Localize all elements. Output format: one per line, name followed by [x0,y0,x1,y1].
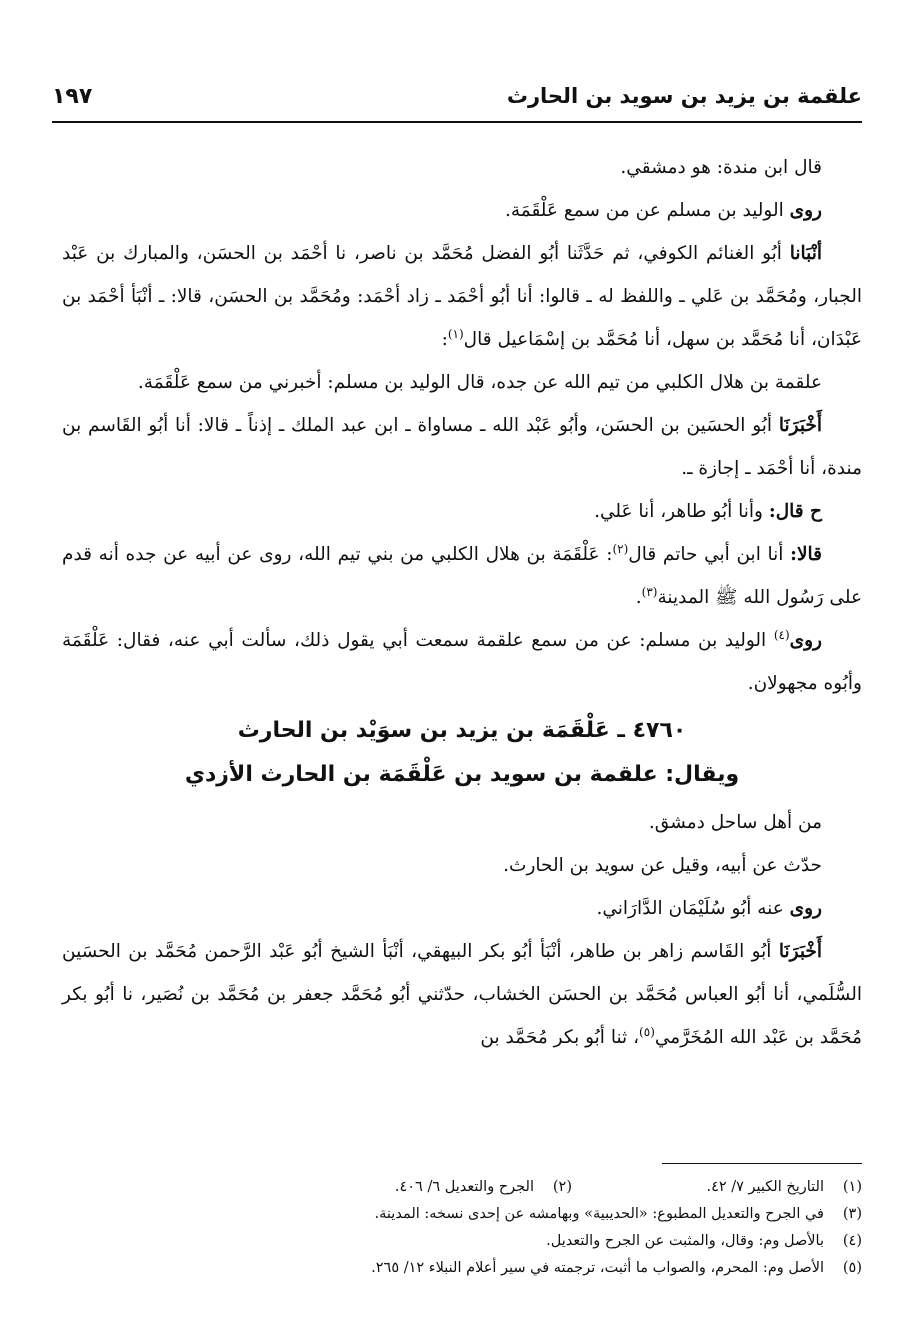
paragraph-text: الوليد بن مسلم: عن من سمع علقمة سمعت أبي يقول ذلك، سألت أبي عنه، فقال: عَلْقَمَة وأبُوه مجهولان. [62,630,862,694]
paragraph [62,232,862,361]
lead-word: أَخْبَرَنَا [778,415,822,436]
footnote-text: التاريخ الكبير ٧/ ٤٢. [706,1179,824,1195]
footnote-ref: (١) [447,326,464,341]
paragraph-text: أبُو الغنائم الكوفي، ثم حَدَّثَنا أبُو الفضل مُحَمَّد بن ناصر، نا أحْمَد بن الحسَن، والمبارك بن عَبْد الجبار، ومُحَمَّد بن عَلي ـ واللفظ له ـ قالوا: أنا أبُو أحْمَد ـ زاد أحْمَد: ومُحَمَّد بن الحسَن، قالا: ـ أنْبَأ أحْمَد بن عَبْدَان، أنا مُحَمَّد بن سهل، أنا مُحَمَّد بن إسْمَاعيل قال [62,243,862,350]
paragraph-text: من أهل ساحل دمشق. [648,812,822,833]
lead-word: ح قال: [768,501,822,522]
footnote [546,1228,862,1255]
paragraph [62,887,862,930]
paragraph [62,490,862,533]
paragraph-text: علقمة بن هلال الكلبي من تيم الله عن جده، قال الوليد بن مسلم: أخبرني من سمع عَلْقَمَة. [137,372,822,393]
entry-title: ٤٧٦٠ ـ عَلْقَمَة بن يزيد بن سوَيْد بن الحارث [237,718,687,743]
footnote-number: (٤) [842,1233,862,1249]
entry-heading [62,709,862,797]
paragraph [62,533,862,619]
paragraph-text: ، ثنا أبُو بكر مُحَمَّد بن [480,1027,640,1048]
lead-word: قالا: [790,544,822,565]
footnote-text: في الجرح والتعديل المطبوع: «الحديبية» وبهامشه عن إحدى نسخه: المدينة. [374,1206,824,1222]
page-header [52,84,862,118]
footnote-text: بالأصل وم: وقال، والمثبت عن الجرح والتعديل. [546,1233,824,1249]
paragraph-text: حدّث عن أبيه، وقيل عن سويد بن الحارث. [503,855,822,876]
footnote-number: (٥) [842,1260,862,1276]
paragraph-text: عنه أبُو سُلَيْمَان الدَّارَاني. [596,898,790,919]
footnote-row [62,1228,862,1255]
paragraph [62,619,862,705]
paragraph-text: وأنا أبُو طاهر، أنا عَلي. [594,501,769,522]
paragraph [62,404,862,490]
footnote-row [62,1201,862,1228]
footnote-text: الأصل وم: المحرم، والصواب ما أثبت، ترجمته في سير أعلام النبلاء ١٢/ ٢٦٥. [371,1260,824,1276]
footnote [371,1255,862,1282]
footnotes [62,1174,862,1282]
footnote-ref: (٥) [639,1024,655,1039]
footnote-ref: (٤) [773,627,790,642]
footnote [375,1201,862,1228]
footnote [395,1174,572,1201]
paragraph-text: . [635,587,642,608]
main-text [62,146,862,1059]
running-title: علقمة بن يزيد بن سويد بن الحارث [506,84,862,108]
lead-word: روى [789,898,822,919]
page-number: ١٩٧ [52,84,93,109]
footnote-row [62,1255,862,1282]
lead-word: روى [789,630,822,651]
paragraph-text: قال ابن مندة: هو دمشقي. [620,157,822,178]
lead-word: أَخْبَرَنَا [778,941,822,962]
footnote-rule [662,1163,862,1164]
footnote-ref: (٢) [612,541,629,556]
paragraph [62,189,862,232]
footnote-number: (٢) [552,1179,572,1195]
lead-word: أنْبَانا [789,243,822,264]
paragraph [62,801,862,844]
paragraph [62,930,862,1059]
paragraph-text: : عَلْقَمَة بن هلال الكلبي من بني تيم الله، روى عن أبيه عن جده أنه قدم على رَسُول الله ﷺ المدينة [62,544,862,608]
lead-word: روى [789,200,822,221]
footnote-ref: (٣) [641,584,658,599]
footnote-row [62,1174,862,1201]
paragraph-text: الوليد بن مسلم عن من سمع عَلْقَمَة. [504,200,790,221]
paragraph-text: : [441,329,448,350]
footnote [572,1174,862,1201]
paragraph-text: أنا ابن أبي حاتم قال [628,544,791,565]
header-rule [52,121,862,123]
footnote-text: الجرح والتعديل ٦/ ٤٠٦. [394,1179,534,1195]
paragraph-text: أبُو الحسَين بن الحسَن، وأبُو عَبْد الله ـ مساواة ـ ابن عبد الملك ـ إذناً ـ قالا: أنا أبُو القَاسم بن مندة، أنا أحْمَد ـ إجازة ـ. [62,415,862,479]
footnote-number: (٣) [842,1206,862,1222]
paragraph [62,361,862,404]
paragraph [62,844,862,887]
paragraph-text: أبُو القَاسم زاهر بن طاهر، أنْبَأ أبُو بكر البيهقي، أنْبَأ الشيخ أبُو عَبْد الرَّحمن مُحَمَّد بن الحسَين السُّلَمي، أنا أبُو العباس مُحَمَّد بن الحسَن الخشاب، حدّثني أبُو مُحَمَّد جعفر بن مُحَمَّد بن نُصَير، نا أبُو بكر مُحَمَّد بن عَبْد الله المُخَرَّمي [62,941,862,1048]
entry-subtitle: ويقال: علقمة بن سويد بن عَلْقَمَة بن الحارث الأزدي [184,762,740,787]
footnote-number: (١) [842,1179,862,1195]
paragraph [62,146,862,189]
